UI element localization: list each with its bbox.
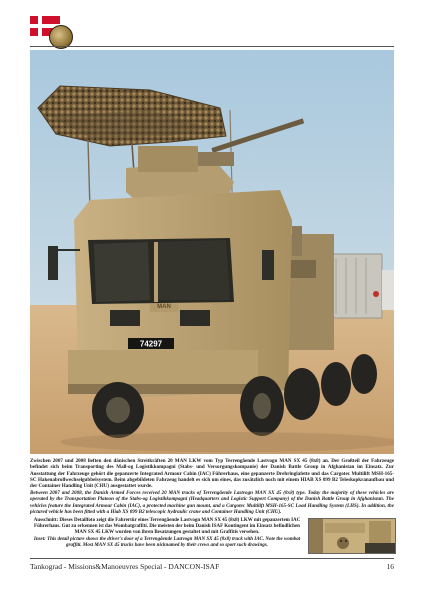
- footer-rule: [30, 558, 394, 559]
- plate-number: 74297: [139, 339, 163, 349]
- caption-german: Zwischen 2007 und 2008 lieften den dänischen Streitkräften 20 MAN LKW vom Typ Terrengående Lastvogn MAN SX 45 (8x8) an. Der Großteil der Fahrzeuge befindet sich beim Transporting des Mall-og Logistikkompagni (Stabs- und Versorgungskompanie) der Danish Battle Group in Afghanistan im Einsatz. Zur Ausstattung der Fahrzeuge gehört die gepanzerte Integrated Armour Cabin (IAC) Führerhaus, eine gepanzerte Drehringlafette und das Cargotec Multilift MSH-165-SC Hakenabrollwechselgubbelsystem. Beim abgebildeten Fahrzeug handelt es sich um eines, das zusätzlich noch mit einem HIAB XS 099 B2 Teleskopkranaufbau und der Container Handling Unit (CHU) ausgestattet wurde.: [30, 458, 394, 490]
- inset-caption: [30, 518, 304, 549]
- photo-caption: [30, 458, 394, 516]
- inset-caption-german: Ausschnitt: Dieses Detailfoto zeigt die Fahrertür eines Terrengående Lastvogn MAN SX 45 (8x8) LKW mit gepanzertem IAC Führerhaus. Gut zu erkennen ist das Wombatgraffiti. Die meisten der beim Danish ISAF Kontingent im Einsatz befindlichen MAN SX 45 LKW wurden von ihren Besatzungen gestaltet und mit Graffitis versehen.: [33, 518, 301, 536]
- footer-title: Tankograd - Missions&Manoeuvres Special - DANCON-ISAF: [30, 562, 220, 571]
- main-photo: [30, 50, 394, 454]
- inset-caption-english: Inset: This detail picture shows the driver's door of a Terrengående Lastvogn MAN SX 45 (8x8) truck with IAC. Note the wombat graffiti. Most MAN SX 45 trucks have been nicknamed by their crews and so sport such drawings.: [33, 536, 301, 548]
- header-rule: [30, 46, 394, 47]
- page-number: 16: [386, 562, 394, 571]
- vehicle-marking: MAN: [157, 304, 171, 310]
- inset-photo: [308, 518, 396, 554]
- caption-english: Between 2007 and 2008, the Danish Armed Forces received 20 MAN trucks of Terrengående Lastvogn MAN SX 45 (8x8) type. Today the majority of these vehicles are operated by the Transportation Platoon of the Stabs-og Logistikkompagni (Headquarters and Logistic Support Company) of the Danish Battle Group in Afghanistan. The vehicles feature the Integrated Armour Cabin (IAC), a protected machine gun mount, and a Cargotec Multilift MSH-165-SC Load Handling System (LHS). In addition, the pictured vehicle has been fitted with a Hiab XS 099 B2 telescopic hydraulic crane and Container Handling Unit (CHU).: [30, 489, 394, 515]
